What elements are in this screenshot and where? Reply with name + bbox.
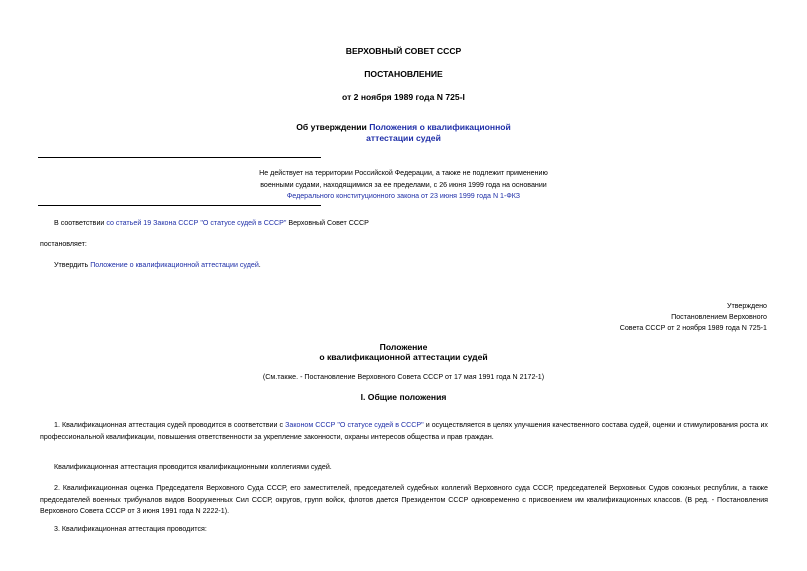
paragraph-4: [40, 524, 768, 536]
approval-line-2: Постановлением Верховного: [671, 313, 767, 321]
decides-text: постановляет:: [40, 240, 87, 248]
regulation-subtitle: о квалификационной аттестации судей: [319, 352, 488, 362]
notice-law-link[interactable]: Федерального конституционного закона от 23 июня 1999 года N 1-ФКЗ: [286, 192, 521, 200]
preamble-link-so[interactable]: со: [106, 219, 114, 227]
section-heading: I. Общие положения: [360, 392, 447, 402]
notice-line-2: военными судами, находящимися за ее пределами, с 26 июня 1999 года на основании: [260, 181, 547, 189]
paragraph-1: [40, 420, 768, 443]
p3-text: 2. Квалификационная оценка Председателя Верховного Суда СССР, его заместителей, председателей судебных коллегий Верховного суда СССР, председателей Верховных Судов союзных республик, а также председателей военных трибуналов видов Вооруженных Сил СССР, округов, групп войск, флотов дается Президентом СССР одновременно с присвоением им квалификационных классов. (В ред. - Постановления Верховного Совета СССР от 3 июня 1991 года N 2222-1).: [40, 484, 768, 515]
notice-line-1: Не действует на территории Российской Федерации, а также не подлежит применению: [259, 169, 548, 177]
p1-law-title-link[interactable]: "О статусе судей в СССР": [337, 421, 424, 429]
issuer-title: ВЕРХОВНЫЙ СОВЕТ СССР: [345, 46, 462, 56]
regulation-title: Положение: [379, 342, 428, 352]
divider-top: [38, 157, 321, 158]
approval-line-3: Совета СССР от 2 ноября 1989 года N 725-1: [619, 324, 767, 332]
p1-law-link[interactable]: Законом СССР: [285, 421, 336, 429]
preamble-pre: В соответствии: [54, 219, 105, 227]
preamble-law-article-link[interactable]: статьей 19 Закона СССР "О статусе судей в СССР": [115, 219, 287, 227]
preamble-post: Верховный Совет СССР: [288, 219, 369, 227]
p1-text-a: 1. Квалификационная аттестация судей проводится в соответствии с: [54, 421, 284, 429]
preamble-text: [54, 219, 369, 227]
approve-pre: Утвердить: [54, 261, 89, 269]
title-link[interactable]: Положения о квалификационной: [369, 122, 511, 132]
title-link-continued[interactable]: аттестации судей: [366, 132, 441, 143]
see-also-note: (См.также. - Постановление Верховного Совета СССР от 17 мая 1991 года N 2172-1): [262, 373, 545, 381]
paragraph-3: [40, 483, 768, 518]
document-date-number: от 2 ноября 1989 года N 725-I: [342, 92, 465, 102]
p2-text: Квалификационная аттестация проводится квалификационными коллегиями судей.: [54, 463, 332, 471]
approve-text: [54, 261, 261, 269]
divider-bottom: [38, 205, 321, 206]
p1-text-b: и осуществляется в целях улучшения качественного состава судей, оценки и стимулирования роста их профессиональной квалификации, повышения ответственности за укрепление законности, охраны интересов общества и прав граждан.: [40, 421, 768, 441]
paragraph-2: [40, 462, 768, 474]
p4-text: 3. Квалификационная аттестация проводится:: [54, 525, 207, 533]
approval-line-1: Утверждено: [726, 302, 767, 310]
approve-regulation-link[interactable]: Положение о квалификационной аттестации судей: [90, 261, 259, 269]
approve-post: .: [258, 261, 261, 269]
document-type: ПОСТАНОВЛЕНИЕ: [364, 69, 443, 79]
title-prefix: Об утверждении: [296, 122, 367, 132]
document-title: [0, 122, 807, 143]
